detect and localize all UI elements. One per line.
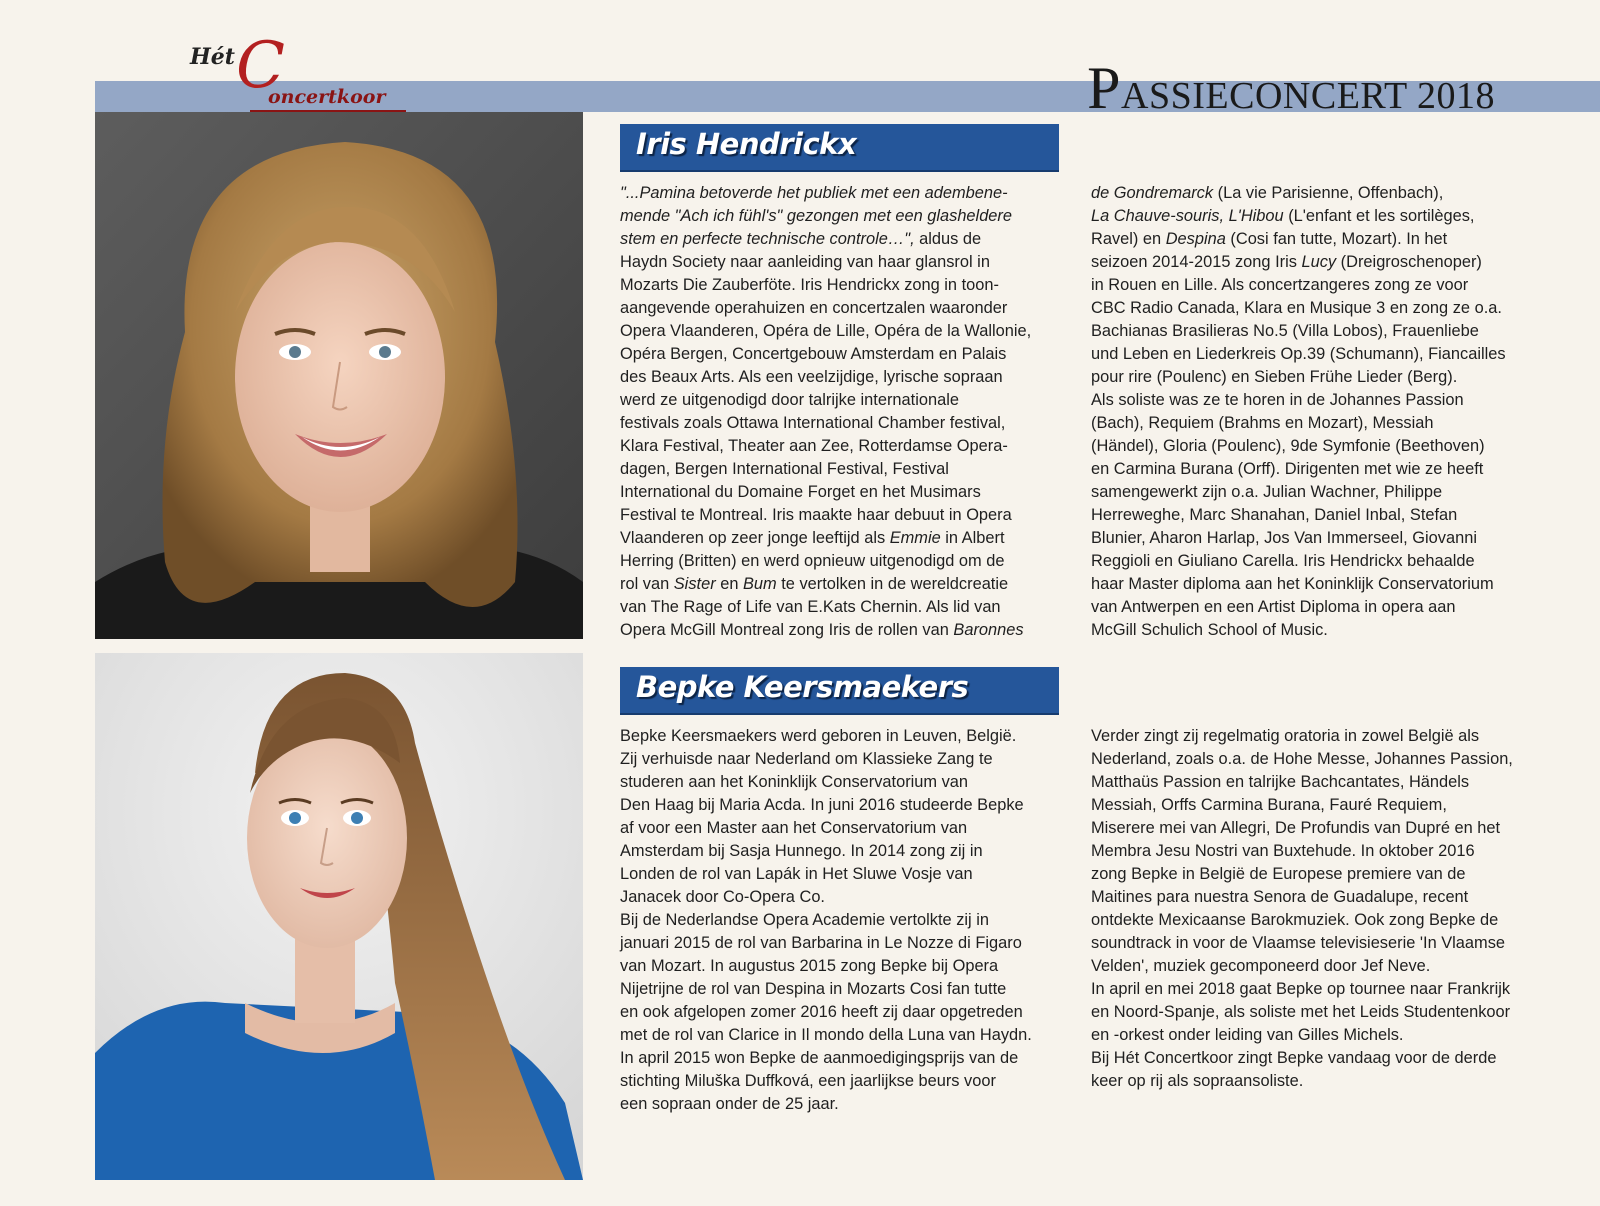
bio-text: Londen de rol van Lapák in Het Sluwe Vosje van xyxy=(620,865,973,883)
bio-line xyxy=(620,205,1031,228)
bio-text: Maitines para nuestra Senora de Guadalupe, recent xyxy=(1091,888,1469,906)
bio-text: en ook afgelopen zomer 2016 heeft zij daar opgetreden xyxy=(620,1003,1023,1021)
bio-text: Opera McGill Montreal zong Iris de rollen van xyxy=(620,621,954,639)
bio-line xyxy=(620,748,1032,771)
bio-line xyxy=(620,504,1031,527)
bio-text: CBC Radio Canada, Klara en Musique 3 en zong ze o.a. xyxy=(1091,299,1502,317)
bio-line xyxy=(1091,481,1506,504)
portrait-photo-icon xyxy=(95,112,583,639)
bio-line xyxy=(1091,573,1506,596)
bio-line xyxy=(1091,504,1506,527)
bio-text: aangevende operahuizen en concertzalen waaronder xyxy=(620,299,1008,317)
bio-text: Haydn Society naar aanleiding van haar glansrol in xyxy=(620,253,990,271)
name-heading-iris xyxy=(620,124,1059,172)
bio-line xyxy=(620,389,1031,412)
bio-text: en -orkest onder leiding van Gilles Michels. xyxy=(1091,1026,1404,1044)
bio-line xyxy=(1091,909,1513,932)
bio-text: pour rire (Poulenc) en Sieben Frühe Lieder (Berg). xyxy=(1091,368,1458,386)
bio-line xyxy=(1091,274,1506,297)
bio-line xyxy=(1091,412,1506,435)
bio-text: Miserere mei van Allegri, De Profundis van Dupré en het xyxy=(1091,819,1501,837)
bio-line xyxy=(1091,619,1506,642)
bio-text: (Dreigroschenoper) xyxy=(1336,253,1482,271)
bio-line xyxy=(620,909,1032,932)
bio-line xyxy=(1091,771,1513,794)
bio-line xyxy=(620,458,1031,481)
bio-text: en Noord-Spanje, als soliste met het Leids Studentenkoor xyxy=(1091,1003,1511,1021)
bio-line xyxy=(620,297,1031,320)
bio-text: Den Haag bij Maria Acda. In juni 2016 studeerde Bepke xyxy=(620,796,1024,814)
bio-text: Lucy xyxy=(1301,253,1337,271)
bio-text: Bum xyxy=(743,575,777,593)
bio-line xyxy=(620,1001,1032,1024)
bio-text: mende "Ach ich fühl's" gezongen met een glasheldere xyxy=(620,207,1012,225)
bio-text: zong Bepke in België de Europese premiere van de xyxy=(1091,865,1466,883)
bio-line xyxy=(620,343,1031,366)
logo-het: Hét xyxy=(190,44,235,70)
bio-line xyxy=(1091,596,1506,619)
bio-text: Blunier, Aharon Harlap, Jos Van Immerseel, Giovanni xyxy=(1091,529,1477,547)
bio-line xyxy=(620,366,1031,389)
bio-text: Verder zingt zij regelmatig oratoria in zowel België als xyxy=(1091,727,1480,745)
bio-line xyxy=(620,886,1032,909)
bio-line xyxy=(620,320,1031,343)
bio-text: rol van xyxy=(620,575,674,593)
logo-word: oncertkoor xyxy=(268,86,386,108)
bio-text: Sister xyxy=(673,575,716,593)
bio-text: des Beaux Arts. Als een veelzijdige, lyrische sopraan xyxy=(620,368,1003,386)
bio-text: in Rouen en Lille. Als concertzangeres zong ze voor xyxy=(1091,276,1469,294)
bio-line xyxy=(620,794,1032,817)
bio-text: ontdekte Mexicaanse Barokmuziek. Ook zong Bepke de xyxy=(1091,911,1499,929)
bio-line xyxy=(1091,297,1506,320)
bio-text: La Chauve-souris, L'Hibou xyxy=(1091,207,1284,225)
bio-text: (Bach), Requiem (Brahms en Mozart), Messiah xyxy=(1091,414,1434,432)
bio-text: McGill Schulich School of Music. xyxy=(1091,621,1328,639)
bio-line xyxy=(1091,1001,1513,1024)
bio-text: te vertolken in de wereldcreatie xyxy=(776,575,1009,593)
bio-line xyxy=(620,863,1032,886)
bio-line xyxy=(1091,886,1513,909)
bio-line xyxy=(1091,817,1513,840)
bio-text: Ravel) en xyxy=(1091,230,1166,248)
bio-text: (Cosi fan tutte, Mozart). In het xyxy=(1225,230,1448,248)
bio-text: Herreweghe, Marc Shanahan, Daniel Inbal, Stefan xyxy=(1091,506,1458,524)
bio-line xyxy=(620,596,1031,619)
bio-text: Klara Festival, Theater aan Zee, Rotterdamse Opera- xyxy=(620,437,1008,455)
bio-bepke-column-2 xyxy=(1091,725,1513,1093)
bio-text: (L'enfant et les sortilèges, xyxy=(1283,207,1475,225)
bio-line xyxy=(1091,458,1506,481)
bio-line xyxy=(620,182,1031,205)
bio-text: stem en perfecte technische controle…", xyxy=(620,230,915,248)
bio-bepke-column-1 xyxy=(620,725,1032,1116)
bio-line xyxy=(1091,366,1506,389)
bio-line xyxy=(1091,182,1506,205)
bio-line xyxy=(620,1047,1032,1070)
bio-line xyxy=(1091,527,1506,550)
bio-line xyxy=(620,932,1032,955)
name-bepke: Bepke Keersmaekers xyxy=(636,670,969,704)
bio-line xyxy=(1091,978,1513,1001)
bio-text: seizoen 2014-2015 zong Iris xyxy=(1091,253,1302,271)
bio-line xyxy=(1091,932,1513,955)
bio-text: Opéra Bergen, Concertgebouw Amsterdam en Palais xyxy=(620,345,1007,363)
bio-line xyxy=(620,412,1031,435)
bio-text: Festival te Montreal. Iris maakte haar debuut in Opera xyxy=(620,506,1012,524)
bio-text: haar Master diploma aan het Koninklijk Conservatorium xyxy=(1091,575,1494,593)
bio-text: Mozarts Die Zauberföte. Iris Hendrickx zong in toon- xyxy=(620,276,999,294)
bio-text: stichting Miluška Duffková, een jaarlijkse beurs voor xyxy=(620,1072,996,1090)
bio-line xyxy=(620,725,1032,748)
bio-text: aldus de xyxy=(914,230,982,248)
bio-line xyxy=(620,550,1031,573)
bio-text: werd ze uitgenodigd door talrijke internationale xyxy=(620,391,959,409)
bio-text: en Carmina Burana (Orff). Dirigenten met wie ze heeft xyxy=(1091,460,1484,478)
bio-line xyxy=(1091,1047,1513,1070)
bio-text: Bij de Nederlandse Opera Academie vertolkte zij in xyxy=(620,911,989,929)
bio-text: Bepke Keersmaekers werd geboren in Leuven, België. xyxy=(620,727,1017,745)
bio-line xyxy=(620,771,1032,794)
bio-line xyxy=(620,978,1032,1001)
bio-line xyxy=(1091,1070,1513,1093)
concertkoor-logo xyxy=(190,29,420,115)
bio-text: Despina xyxy=(1165,230,1226,248)
bio-text: In april 2015 won Bepke de aanmoedigingsprijs van de xyxy=(620,1049,1019,1067)
event-title xyxy=(1087,55,1495,121)
bio-text: en xyxy=(715,575,743,593)
bio-line xyxy=(620,251,1031,274)
bio-line xyxy=(1091,550,1506,573)
bio-text: Bachianas Brasilieras No.5 (Villa Lobos), Frauenliebe xyxy=(1091,322,1479,340)
portrait-bepke xyxy=(95,653,583,1180)
bio-text: "...Pamina betoverde het publiek met een adembene- xyxy=(620,184,1008,202)
bio-text: af voor een Master aan het Conservatorium van xyxy=(620,819,968,837)
bio-line xyxy=(1091,794,1513,817)
bio-line xyxy=(620,435,1031,458)
bio-line xyxy=(620,840,1032,863)
bio-line xyxy=(620,1093,1032,1116)
bio-line xyxy=(1091,435,1506,458)
bio-text: Opera Vlaanderen, Opéra de Lille, Opéra de la Wallonie, xyxy=(620,322,1032,340)
bio-line xyxy=(1091,748,1513,771)
bio-text: Janacek door Co-Opera Co. xyxy=(620,888,825,906)
bio-text: festivals zoals Ottawa International Chamber festival, xyxy=(620,414,1006,432)
bio-text: Velden', muziek gecomponeerd door Jef Neve. xyxy=(1091,957,1431,975)
bio-text: Nederland, zoals o.a. de Hohe Messe, Johannes Passion, xyxy=(1091,750,1513,768)
bio-iris-column-2 xyxy=(1091,182,1506,642)
bio-line xyxy=(620,527,1031,550)
event-title-rest: ASSIECONCERT 2018 xyxy=(1121,75,1495,117)
portrait-iris xyxy=(95,112,583,639)
bio-text: In april en mei 2018 gaat Bepke op tournee naar Frankrijk xyxy=(1091,980,1511,998)
bio-text: Matthaüs Passion en talrijke Bachcantates, Händels xyxy=(1091,773,1470,791)
bio-text: soundtrack in voor de Vlaamse televisieserie 'In Vlaamse xyxy=(1091,934,1506,952)
bio-line xyxy=(1091,205,1506,228)
bio-text: Zij verhuisde naar Nederland om Klassieke Zang te xyxy=(620,750,993,768)
bio-text: Baronnes xyxy=(953,621,1024,639)
bio-line xyxy=(1091,251,1506,274)
bio-text: de Gondremarck xyxy=(1091,184,1214,202)
bio-line xyxy=(620,228,1031,251)
bio-line xyxy=(1091,1024,1513,1047)
bio-text: een sopraan onder de 25 jaar. xyxy=(620,1095,839,1113)
bio-text: studeren aan het Koninklijk Conservatorium van xyxy=(620,773,969,791)
bio-text: van Antwerpen en een Artist Diploma in opera aan xyxy=(1091,598,1456,616)
bio-text: Emmie xyxy=(889,529,941,547)
bio-text: Membra Jesu Nostri van Buxtehude. In oktober 2016 xyxy=(1091,842,1475,860)
bio-line xyxy=(620,274,1031,297)
bio-line xyxy=(620,1070,1032,1093)
logo-initial: C xyxy=(236,29,285,103)
bio-line xyxy=(1091,725,1513,748)
bio-text: und Leben en Liederkreis Op.39 (Schumann), Fiancailles xyxy=(1091,345,1506,363)
bio-line xyxy=(620,481,1031,504)
bio-text: in Albert xyxy=(940,529,1005,547)
bio-line xyxy=(620,619,1031,642)
bio-line xyxy=(620,1024,1032,1047)
bio-text: januari 2015 de rol van Barbarina in Le Nozze di Figaro xyxy=(620,934,1022,952)
bio-text: Messiah, Orffs Carmina Burana, Fauré Requiem, xyxy=(1091,796,1447,814)
bio-line xyxy=(1091,389,1506,412)
bio-text: dagen, Bergen International Festival, Festival xyxy=(620,460,949,478)
bio-text: keer op rij als sopraansoliste. xyxy=(1091,1072,1304,1090)
bio-line xyxy=(1091,228,1506,251)
event-title-initial: P xyxy=(1087,55,1122,121)
bio-line xyxy=(1091,320,1506,343)
bio-text: Reggioli en Giuliano Carella. Iris Hendrickx behaalde xyxy=(1091,552,1475,570)
bio-line xyxy=(1091,840,1513,863)
name-iris: Iris Hendrickx xyxy=(636,127,857,161)
bio-text: van The Rage of Life van E.Kats Chernin. Als lid van xyxy=(620,598,1001,616)
bio-text: met de rol van Clarice in Il mondo della Luna van Haydn. xyxy=(620,1026,1032,1044)
bio-text: Nijetrijne de rol van Despina in Mozarts Cosi fan tutte xyxy=(620,980,1007,998)
bio-line xyxy=(1091,955,1513,978)
bio-text: (Händel), Gloria (Poulenc), 9de Symfonie (Beethoven) xyxy=(1091,437,1485,455)
bio-text: (La vie Parisienne, Offenbach), xyxy=(1213,184,1444,202)
bio-line xyxy=(620,955,1032,978)
bio-text: International du Domaine Forget en het Musimars xyxy=(620,483,981,501)
bio-iris-column-1 xyxy=(620,182,1031,642)
bio-line xyxy=(620,573,1031,596)
bio-text: Als soliste was ze te horen in de Johannes Passion xyxy=(1091,391,1464,409)
bio-text: Bij Hét Concertkoor zingt Bepke vandaag voor de derde xyxy=(1091,1049,1497,1067)
bio-line xyxy=(1091,863,1513,886)
name-heading-bepke xyxy=(620,667,1059,715)
bio-text: Amsterdam bij Sasja Hunnego. In 2014 zong zij in xyxy=(620,842,983,860)
bio-line xyxy=(620,817,1032,840)
bio-line xyxy=(1091,343,1506,366)
bio-text: Herring (Britten) en werd opnieuw uitgenodigd om de xyxy=(620,552,1005,570)
bio-text: samengewerkt zijn o.a. Julian Wachner, Philippe xyxy=(1091,483,1443,501)
bio-text: van Mozart. In augustus 2015 zong Bepke bij Opera xyxy=(620,957,999,975)
portrait-photo-icon xyxy=(95,653,583,1180)
bio-text: Vlaanderen op zeer jonge leeftijd als xyxy=(620,529,890,547)
